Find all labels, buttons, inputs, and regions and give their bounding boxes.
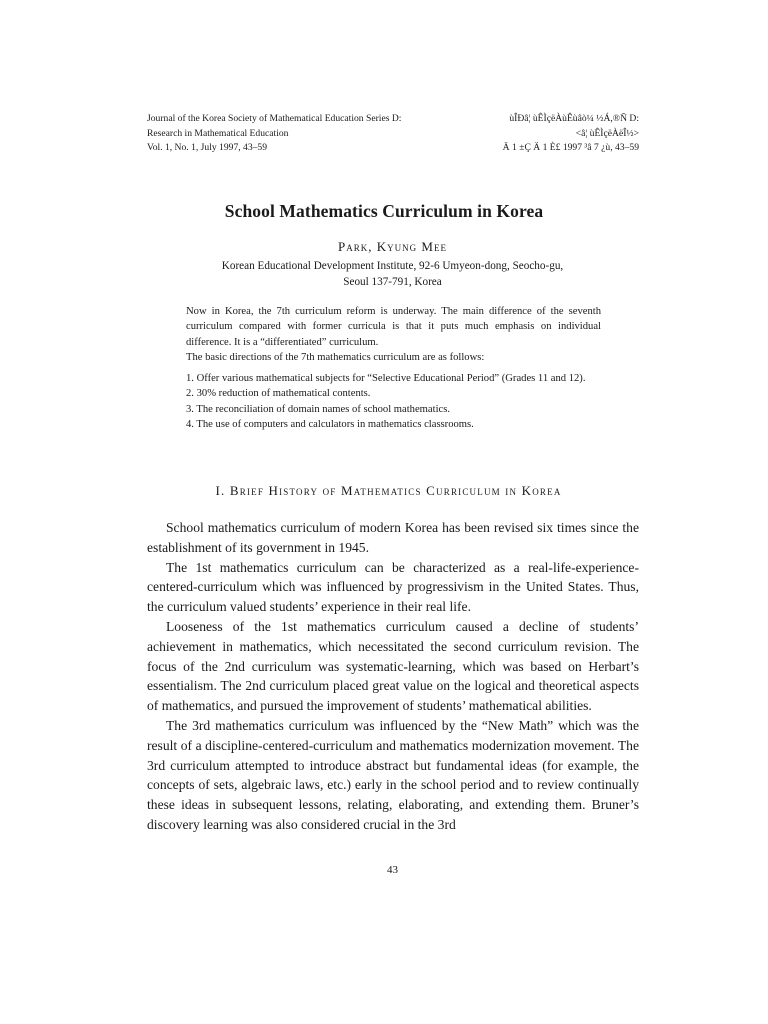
header-right-1: ùÎÐâ¦ ùÊÌçëÀùÊùâò¼ ½Á,®Ñ D:: [509, 113, 639, 124]
abstract: [186, 304, 601, 432]
affiliation-line-1: Korean Educational Development Institute, 92-6 Umyeon-dong, Seocho-gu,: [221, 260, 564, 272]
header-left-2: Research in Mathematical Education: [147, 127, 289, 139]
header-left-3: Vol. 1, No. 1, July 1997, 43–59: [147, 142, 268, 153]
header-right-3: Ä 1 ±Ç Ä 1 È£ 1997 ³â 7 ¿ù, 43–59: [502, 142, 639, 153]
header-line-3: [147, 141, 639, 156]
page-number: 43: [387, 864, 398, 876]
author-affiliation: [0, 258, 768, 290]
paper-title: School Mathematics Curriculum in Korea: [224, 201, 544, 221]
header-right-2: <â¦ ùÊÌçëÀëÎ½>: [575, 127, 639, 139]
author-name: Park, Kyung Mee: [338, 239, 447, 254]
body-paragraph: The 3rd mathematics curriculum was influenced by the “New Math” which was the result of a discipline-centered-curriculum and mathematics modernization movement. The 3rd curriculum attempted to introduce abstract but fundamental ideas (for example, the concepts of sets, algebraic laws, etc.) early in the school period and to review continually these ideas in subsequent lessons, relating, elaborating, and extending them. Bruner’s discovery learning was also considered crucial in the 3rd: [147, 717, 639, 832]
section-heading: I. Brief History of Mathematics Curriculum in Korea: [215, 483, 562, 498]
abstract-list-item: 3. The reconciliation of domain names of school mathematics.: [186, 403, 450, 415]
abstract-list-item: 4. The use of computers and calculators in mathematics classrooms.: [186, 419, 474, 431]
abstract-paragraph-2: The basic directions of the 7th mathematics curriculum are as follows:: [186, 351, 485, 363]
body-paragraph: The 1st mathematics curriculum can be characterized as a real-life-experience-centered-curriculum which was influenced by progressivism in the United States. Thus, the curriculum valued students’ experience in their real life.: [147, 559, 639, 615]
body-paragraph: Looseness of the 1st mathematics curriculum caused a decline of students’ achievement in mathematics, which necessitated the second curriculum revision. The focus of the 2nd curriculum was systematic-learning, which was based on Herbart’s essentialism. The 2nd curriculum placed great value on the logical and theoretical aspects of mathematics, and pursued the improvement of students’ mathematical abilities.: [147, 618, 639, 714]
journal-header: [147, 112, 639, 156]
header-line-1: [147, 112, 639, 127]
abstract-list-item: 1. Offer various mathematical subjects for “Selective Educational Period” (Grades 11 and 12).: [186, 373, 586, 385]
affiliation-line-2: Seoul 137-791, Korea: [343, 276, 442, 288]
abstract-list-item: 2. 30% reduction of mathematical contents.: [186, 388, 371, 400]
body-text: [147, 518, 639, 835]
body-paragraph: School mathematics curriculum of modern Korea has been revised six times since the establishment of its government in 1945.: [147, 520, 639, 555]
header-left-1: Journal of the Korea Society of Mathematical Education Series D:: [147, 113, 402, 124]
abstract-list: [186, 371, 601, 432]
abstract-paragraph-1: Now in Korea, the 7th curriculum reform is underway. The main difference of the seventh curriculum compared with former curricula is that it puts much emphasis on individual difference. It is a “differentiated” curriculum.: [186, 306, 601, 348]
header-line-2: [147, 127, 639, 142]
